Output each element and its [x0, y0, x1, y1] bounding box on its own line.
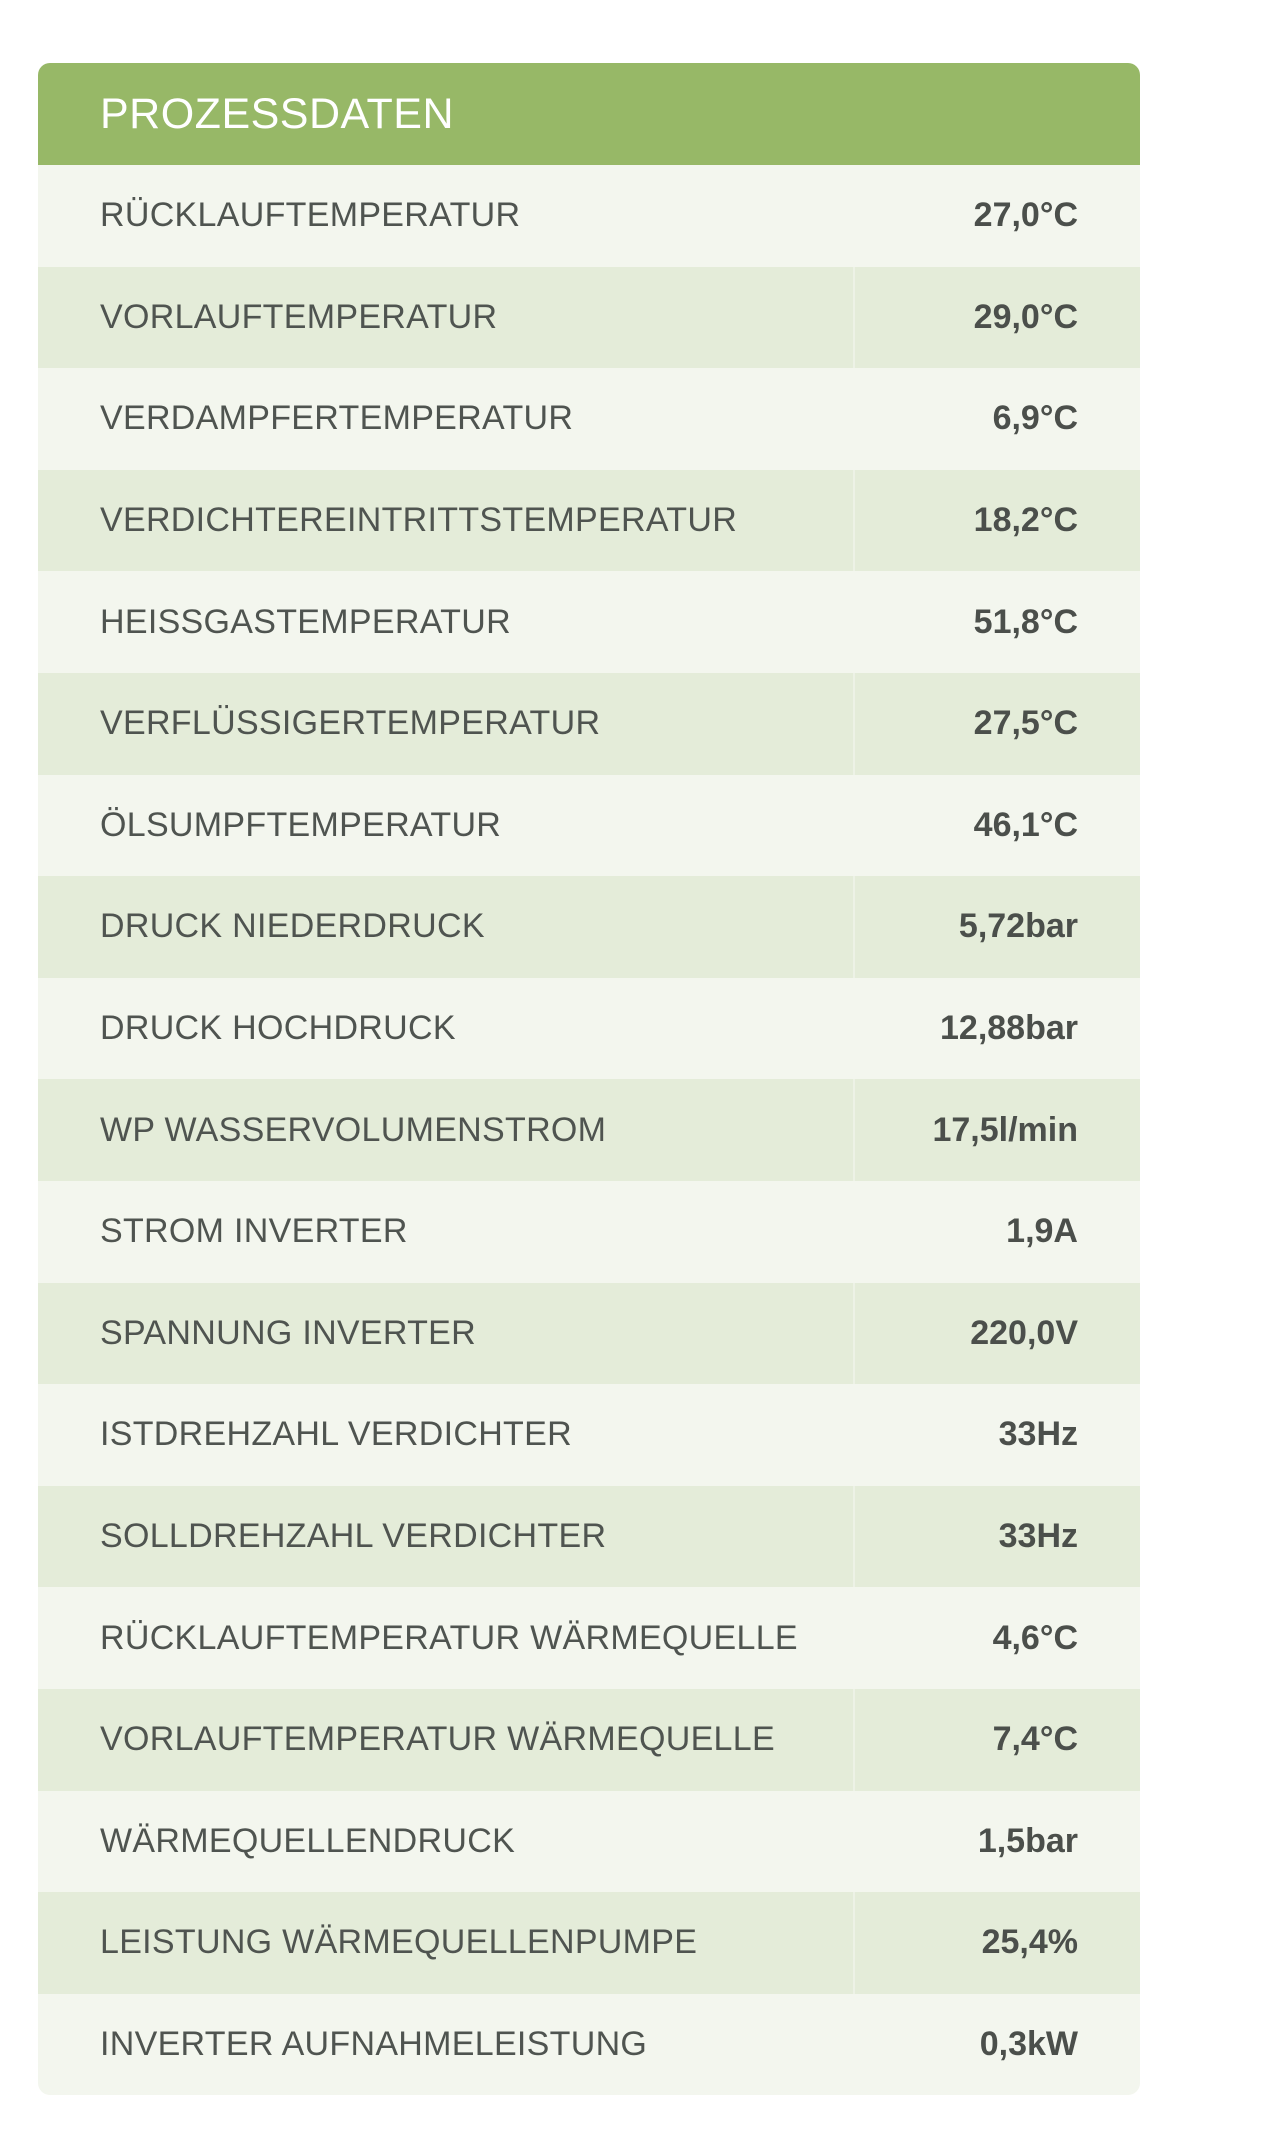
table-row — [38, 1892, 1140, 1994]
column-divider — [853, 876, 855, 978]
table-row — [38, 470, 1140, 572]
row-value: 7,4°C — [992, 1720, 1078, 1759]
column-divider — [853, 775, 855, 877]
table-row — [38, 876, 1140, 978]
row-value: 25,4% — [981, 1923, 1078, 1962]
table-row — [38, 267, 1140, 369]
row-value: 6,9°C — [992, 399, 1078, 438]
column-divider — [853, 165, 855, 267]
row-label: SOLLDREHZAHL VERDICHTER — [100, 1517, 607, 1556]
row-label: RÜCKLAUFTEMPERATUR — [100, 196, 521, 235]
table-row — [38, 571, 1140, 673]
row-label: VERFLÜSSIGERTEMPERATUR — [100, 704, 601, 743]
row-value: 46,1°C — [973, 805, 1078, 844]
column-divider — [853, 1384, 855, 1486]
table-row — [38, 775, 1140, 877]
process-data-table — [38, 165, 1140, 2095]
table-row — [38, 1791, 1140, 1893]
table-row — [38, 1689, 1140, 1791]
column-divider — [853, 571, 855, 673]
table-row — [38, 368, 1140, 470]
row-label: DRUCK NIEDERDRUCK — [100, 907, 485, 946]
row-label: HEISSGASTEMPERATUR — [100, 602, 511, 641]
column-divider — [853, 1079, 855, 1181]
row-label: VORLAUFTEMPERATUR WÄRMEQUELLE — [100, 1720, 775, 1759]
row-value: 0,3kW — [979, 2024, 1078, 2063]
row-value: 33Hz — [998, 1415, 1078, 1454]
row-value: 17,5l/min — [932, 1110, 1078, 1149]
column-divider — [853, 978, 855, 1080]
row-label: VORLAUFTEMPERATUR — [100, 297, 498, 336]
table-row — [38, 1079, 1140, 1181]
column-divider — [853, 368, 855, 470]
row-value: 51,8°C — [973, 602, 1078, 641]
row-label: ISTDREHZAHL VERDICHTER — [100, 1415, 572, 1454]
table-row — [38, 1283, 1140, 1385]
column-divider — [853, 1283, 855, 1385]
row-value: 33Hz — [998, 1517, 1078, 1556]
row-value: 27,0°C — [973, 196, 1078, 235]
row-value: 1,9A — [1006, 1212, 1078, 1251]
panel-title: PROZESSDATEN — [100, 89, 455, 138]
row-label: WÄRMEQUELLENDRUCK — [100, 1821, 516, 1860]
column-divider — [853, 1181, 855, 1283]
column-divider — [853, 673, 855, 775]
table-row — [38, 1587, 1140, 1689]
table-row — [38, 1486, 1140, 1588]
column-divider — [853, 1892, 855, 1994]
table-row — [38, 1994, 1140, 2096]
row-label: RÜCKLAUFTEMPERATUR WÄRMEQUELLE — [100, 1618, 798, 1657]
row-label: INVERTER AUFNAHMELEISTUNG — [100, 2024, 648, 2063]
table-row — [38, 165, 1140, 267]
row-label: VERDAMPFERTEMPERATUR — [100, 399, 574, 438]
row-label: DRUCK HOCHDRUCK — [100, 1009, 456, 1048]
column-divider — [853, 470, 855, 572]
column-divider — [853, 1689, 855, 1791]
row-label: SPANNUNG INVERTER — [100, 1313, 477, 1352]
table-row — [38, 1384, 1140, 1486]
column-divider — [853, 1486, 855, 1588]
row-value: 5,72bar — [958, 907, 1078, 946]
row-value: 12,88bar — [940, 1009, 1078, 1048]
row-label: VERDICHTEREINTRITTSTEMPERATUR — [100, 501, 738, 540]
row-value: 220,0V — [970, 1313, 1078, 1352]
row-label: STROM INVERTER — [100, 1212, 408, 1251]
row-label: WP WASSERVOLUMENSTROM — [100, 1110, 607, 1149]
row-value: 1,5bar — [977, 1821, 1078, 1860]
row-value: 4,6°C — [992, 1618, 1078, 1657]
column-divider — [853, 1791, 855, 1893]
column-divider — [853, 267, 855, 369]
table-row — [38, 1181, 1140, 1283]
column-divider — [853, 1587, 855, 1689]
process-data-panel — [38, 63, 1140, 2095]
row-value: 27,5°C — [973, 704, 1078, 743]
column-divider — [853, 1994, 855, 2096]
row-value: 18,2°C — [973, 501, 1078, 540]
row-label: ÖLSUMPFTEMPERATUR — [100, 805, 502, 844]
table-row — [38, 673, 1140, 775]
table-row — [38, 978, 1140, 1080]
row-label: LEISTUNG WÄRMEQUELLENPUMPE — [100, 1923, 698, 1962]
row-value: 29,0°C — [973, 297, 1078, 336]
panel-header — [38, 63, 1140, 165]
